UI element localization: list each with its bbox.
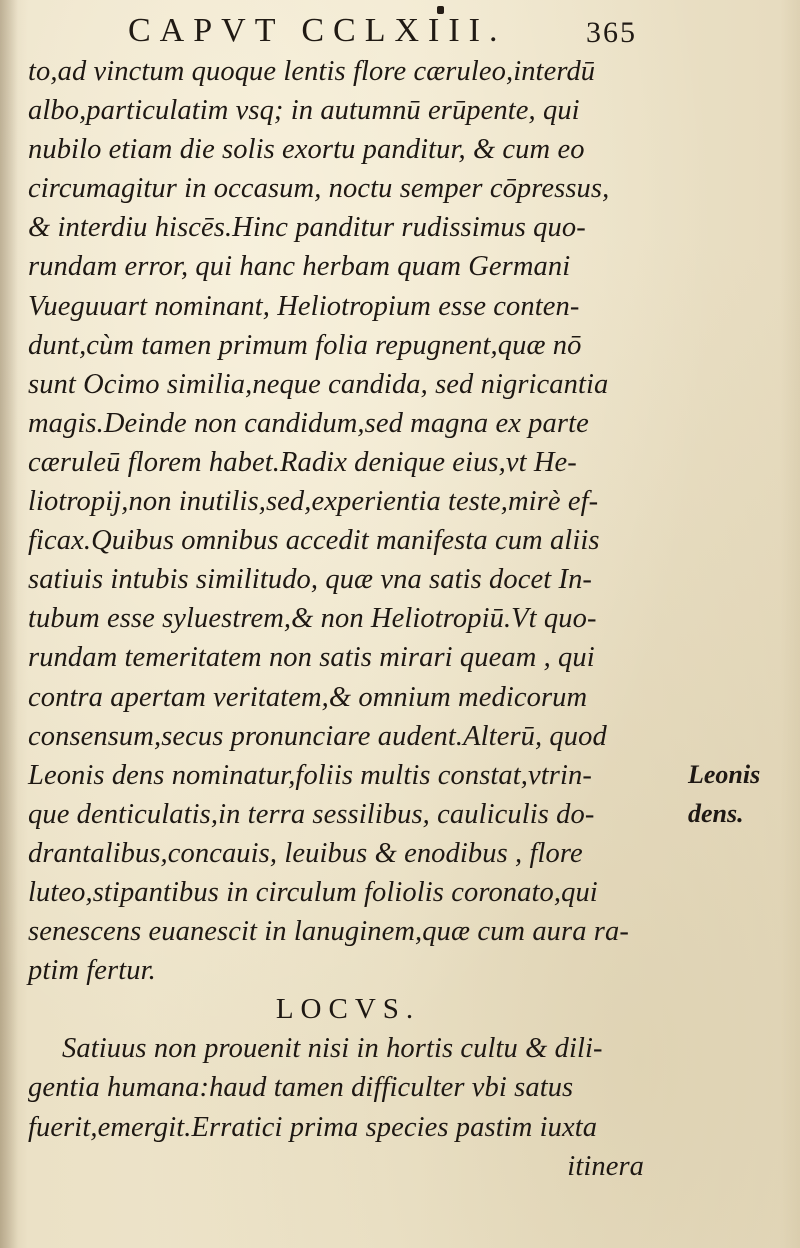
text-line: & interdiu hiscēs.Hinc panditur rudissimus quo- [28,212,586,244]
text-line: to,ad vinctum quoque lentis flore cæruleo,interdū [28,56,596,87]
text-line: rundam error, qui hanc herbam quam Germani [28,251,571,283]
text-line: luteo,stipantibus in circulum foliolis coronato,qui [28,876,598,908]
gutter-shadow [0,0,18,1248]
text-line: dunt,cùm tamen primum folia repugnent,quæ nō [28,329,582,361]
text-line: consensum,secus pronunciare audent.Alterū, quod [28,720,607,752]
text-line: satiuis intubis similitudo, quæ vna satis docet In- [28,564,593,596]
text-line: magis.Deinde non candidum,sed magna ex parte [28,407,589,439]
main-text-block [28,52,668,1186]
text-line: liotropij,non inutilis,sed,experientia teste,mirè ef- [28,486,599,518]
marginal-note-line-1: Leonis [688,760,761,789]
page-number: 365 [586,16,637,49]
text-line: Leonis dens nominatur,foliis multis constat,vtrin- [28,759,592,791]
text-line: ptim fertur. [28,955,156,987]
text-line: Satiuus non prouenit nisi in hortis cultu & dili- [62,1033,603,1065]
text-line: nubilo etiam die solis exortu panditur, & cum eo [28,134,585,166]
catchword: itinera [567,1150,644,1182]
text-line: rundam temeritatem non satis mirari queam , qui [28,642,595,674]
text-line: contra apertam veritatem,& omnium medicorum [28,681,588,713]
text-line: cæruleū florem habet.Radix denique eius,vt He- [28,446,577,478]
text-line: albo,particulatim vsq; in autumnū erūpente, qui [28,95,580,127]
text-line: senescens euanescit in lanuginem,quæ cum aura ra- [28,916,629,948]
running-head [0,6,800,56]
chapter-heading: CAPVT CCLXIII. [128,12,507,49]
text-line: gentia humana:haud tamen difficulter vbi satus [28,1072,574,1104]
text-line: que denticulatis,in terra sessilibus, cauliculis do- [28,798,595,830]
text-line: sunt Ocimo similia,neque candida, sed nigricantia [28,368,609,400]
text-line: tubum esse syluestrem,& non Heliotropiū.Vt quo- [28,603,597,635]
section-heading-locus: LOCVS. [275,993,421,1026]
marginal-note-line-2: dens. [688,799,744,828]
text-line: ficax.Quibus omnibus accedit manifesta cum aliis [28,525,600,557]
text-line: drantalibus,concauis, leuibus & enodibus , flore [28,837,583,869]
text-line: fuerit,emergit.Erratici prima species pastim iuxta [28,1111,598,1143]
text-line: Vueguuart nominant, Heliotropium esse conten- [28,290,580,322]
text-line: circumagitur in occasum, noctu semper cōpressus, [28,173,610,205]
